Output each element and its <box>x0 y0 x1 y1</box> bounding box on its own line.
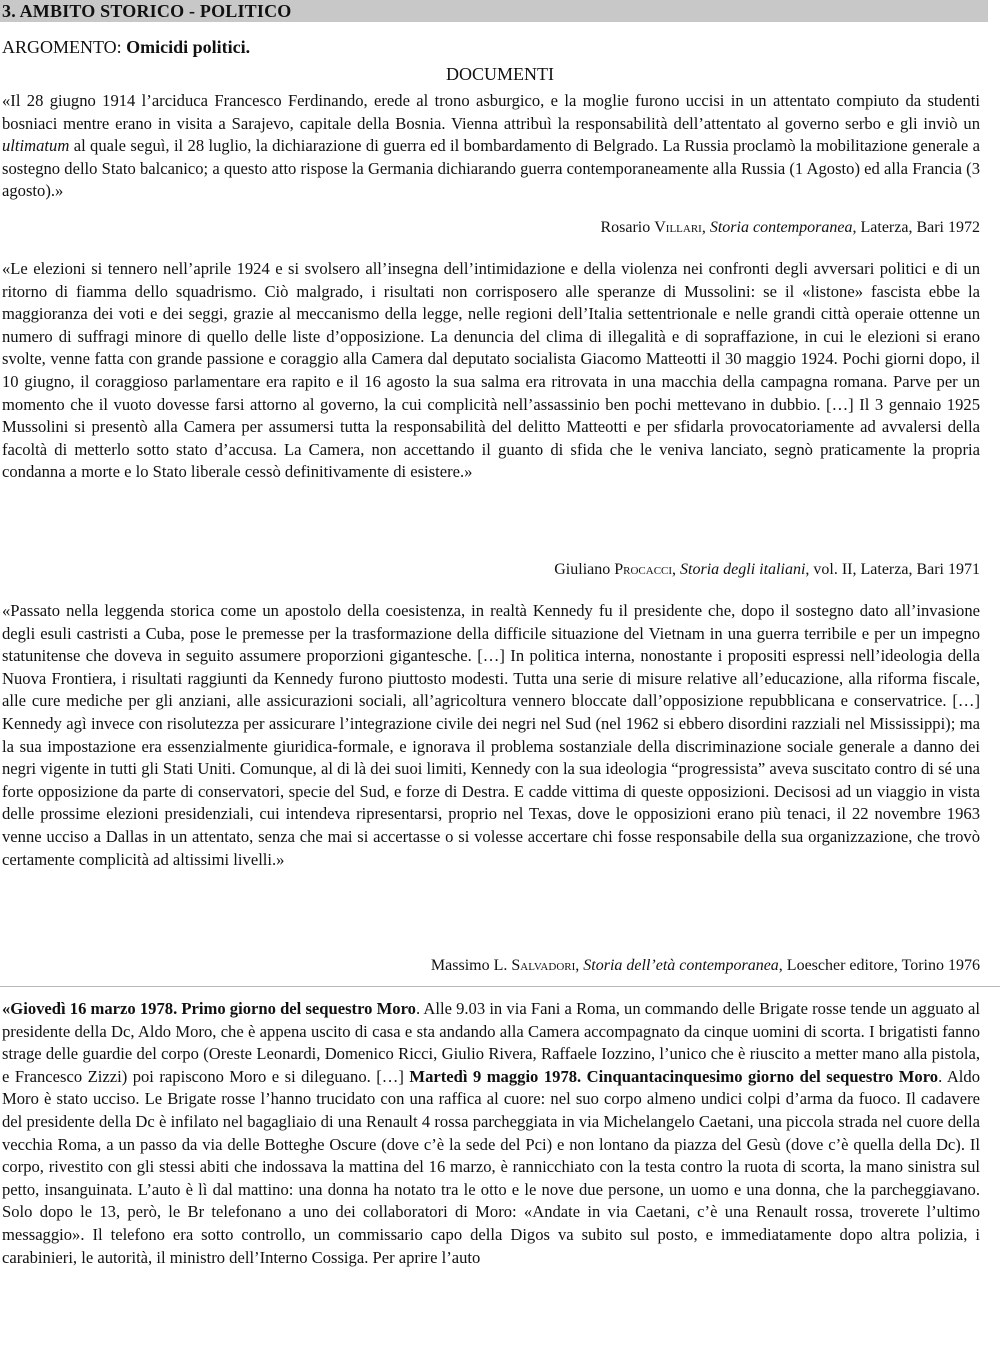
argomento-label: ARGOMENTO: <box>2 37 127 57</box>
source-publisher: , vol. II, Laterza, Bari 1971 <box>805 561 980 578</box>
source-book-title: Storia contemporanea <box>709 219 853 236</box>
document-1-text-part: al quale seguì, il 28 luglio, la dichiarazione di guerra ed il bombardamento di Belgrado. La Russia proclamò la mobilitazione generale a sostegno dello Stato balcanico; a questo atto rispose la Germania dichiarando guerra contemporaneamente alla Russia (1 Agosto) ed alla Francia (3 agosto).» <box>2 136 980 201</box>
document-3-text: «Passato nella leggenda storica come un apostolo della coesistenza, in realtà Kennedy fu il presidente che, dopo il sostegno dato all’invasione degli esuli castristi a Cuba, pose le premesse per la trasformazione della difficile situazione del Vietnam in una guerra terribile e per un impegno statunitense che doveva in seguito assumere proporzioni gigantesche. […] In politica interna, nonostante i propositi espressi nell’ideologia della Nuova Frontiera, i risultati raggiunti da Kennedy furono piuttosto modesti. Tutta una serie di misure relative all’educazione, alla riforma fiscale, alle cure mediche per gli anziani, alle assicurazioni sociali, all’agricoltura vennero bloccate dall’opposizione repubblicana e conservatrice. […] Kennedy agì invece con risolutezza per assicurare l’integrazione civile dei negri nel Sud (nel 1962 si ebbero disordini razziali nel Mississippi); ma la sua impostazione era essenzialmente giuridica-formale, e ignorava il problema sostanziale della discriminazione sociale generale a danno dei negri vigente in tutti gli Stati Uniti. Comunque, al di là dei suoi limiti, Kennedy con la sua ideologia “progressista” aveva suscitato contro di sé una forte opposizione da parte di conservatori, specie del Sud, e forze di Destra. E cadde vittima di queste opposizioni. Decisosi ad un viaggio in vista delle prossime elezioni presidenziali, cui intendeva ripresentarsi, proprio nel Texas, dove le opposizioni erano più tenaci, il 22 novembre 1963 venne ucciso a Dallas in un attentato, senza che mai si accertasse o si volesse accertare chi fosse responsabile della sua organizzazione, che trovò certamente complicità ad altissimi livelli.» <box>2 601 980 869</box>
section-header: 3. AMBITO STORICO - POLITICO <box>0 0 988 22</box>
argomento-line <box>2 36 250 58</box>
document-4-text <box>2 998 980 1269</box>
documenti-title: DOCUMENTI <box>446 64 554 84</box>
document-2-source: Giuliano Procacci, Storia degli italiani, vol. II, Laterza, Bari 1971 <box>554 561 980 578</box>
document-1-source: Rosario Villari, Storia contemporanea, Laterza, Bari 1972 <box>600 219 980 236</box>
argomento-value: Omicidi politici. <box>126 37 251 57</box>
document-2-text: «Le elezioni si tennero nell’aprile 1924 e si svolsero all’insegna dell’intimidazione e della violenza nei confronti degli avversari politici e di un ritorno di fiamma dello squadrismo. Ciò malgrado, i risultati non corrisposero alle speranze di Mussolini: se il «listone» fascista ebbe la maggioranza dei voti e dei seggi, grazie al meccanismo della legge, nelle regioni dell’Italia settentrionale e nelle grandi città operaie ottenne un numero di suffragi minore di quello delle liste d’opposizione. La denuncia del clima di illegalità e di sopraffazione, in cui le elezioni si erano svolte, venne fatta con grande passione e coraggio alla Camera dal deputato socialista Giacomo Matteotti il 30 maggio 1924. Pochi giorni dopo, il 10 giugno, il coraggioso parlamentare era rapito e il 16 agosto la sua salma era ritrovata in una macchia della campagna romana. Parve per un momento che il vuoto dovesse farsi attorno al governo, la cui complicità nell’assassinio ben pochi mettevano in dubbio. […] Il 3 gennaio 1925 Mussolini si presentò alla Camera per assumersi tutta la responsabilità del delitto Matteotti e per sfidarla provocatoriamente ad avvalersi della facoltà di metterlo sotto stato d’accusa. La Camera, non accettando il guanto di sfida che le veniva lanciato, segnò praticamente la propria condanna a morte e lo Stato liberale cessò definitivamente di esistere.» <box>2 259 980 482</box>
source-author-last: Salvadori <box>511 957 576 974</box>
source-book-title: Storia dell’età contemporanea <box>583 957 779 974</box>
source-author-last: Procacci <box>614 561 673 578</box>
source-publisher: , Loescher editore, Torino 1976 <box>778 957 980 974</box>
document-1 <box>2 90 980 203</box>
document-3-source: Massimo L. Salvadori, Storia dell’età contemporanea, Loescher editore, Torino 1976 <box>430 957 980 974</box>
source-author-first: Giuliano <box>554 561 615 578</box>
document-4-text-part: . Alle 9.03 in via Fani a Roma, un commando delle Brigate rosse tende un agguato al presidente della Dc, Aldo Moro, che è appena uscito di casa e sta andando alla Camera accompagnato da cinque uomini di scorta. I brigatisti fanno strage delle guardie del corpo (Oreste Leonardi, Domenico Ricci, Giulio Rivera, Raffaele Iozzino, l’unico che è riuscito a metter mano alla pistola, e Francesco Zizzi) poi rapiscono Moro e si dileguano. […] <box>2 999 980 1086</box>
document-1-italic-term: ultimatum <box>2 136 70 156</box>
divider <box>0 986 1000 987</box>
source-book-title: Storia degli italiani <box>680 561 806 578</box>
source-author-first: Massimo L. <box>430 957 512 974</box>
document-4-heading-2: Martedì 9 maggio 1978. Cinquantacinquesimo giorno del sequestro Moro <box>409 1066 939 1086</box>
source-publisher: , Laterza, Bari 1972 <box>852 219 980 236</box>
document-2 <box>2 258 980 484</box>
source-author-last: Villari <box>654 219 702 236</box>
document-4-heading-1: «Giovedì 16 marzo 1978. Primo giorno del sequestro Moro <box>2 999 416 1018</box>
document-4-text-part: . Aldo Moro è stato ucciso. Le Brigate rosse l’hanno trucidato con una raffica al cuore: nel suo corpo almeno undici colpi d’arma da fuoco. Il cadavere del presidente della Dc è infilato nel bagagliaio di una Renault 4 rossa parcheggiata in via Michelangelo Caetani, una piccola strada nel cuore della vecchia Roma, a un passo da via delle Botteghe Oscure (dove c’è la sede del Pci) e non lontano da piazza del Gesù (dove c’è quella della Dc). Il corpo, rivestito con gli stessi abiti che indossava la mattina del 16 marzo, è rannicchiato con la testa contro la ruota di scorta, la mano sinistra sul petto, insanguinata. L’auto è lì dal mattino: una donna ha notato tra le otto e le nove due persone, un uomo e una donna, che la parcheggiavano. Solo dopo le 13, però, le Br telefonano a uno dei collaboratori di Moro: «Andate in via Caetani, c’è una Renault rossa, troverete l’ultimo messaggio». Il telefono era sotto controllo, un commissario capo della Digos va subito sul posto, e immediatamente dopo altra polizia, i carabinieri, le autorità, il ministro dell’Interno Cossiga. Per aprire l’auto <box>2 1066 981 1267</box>
document-4 <box>2 998 980 1269</box>
document-1-text-part: «Il 28 giugno 1914 l’arciduca Francesco Ferdinando, erede al trono asburgico, e la moglie furono uccisi in un attentato compiuto da studenti bosniaci mentre erano in visita a Sarajevo, capitale della Bosnia. Vienna attribuì la responsabilità dell’attentato al governo serbo e gli inviò un <box>2 91 980 133</box>
document-1-text <box>2 90 980 203</box>
source-author-first: Rosario <box>600 219 655 236</box>
document-3 <box>2 600 980 871</box>
